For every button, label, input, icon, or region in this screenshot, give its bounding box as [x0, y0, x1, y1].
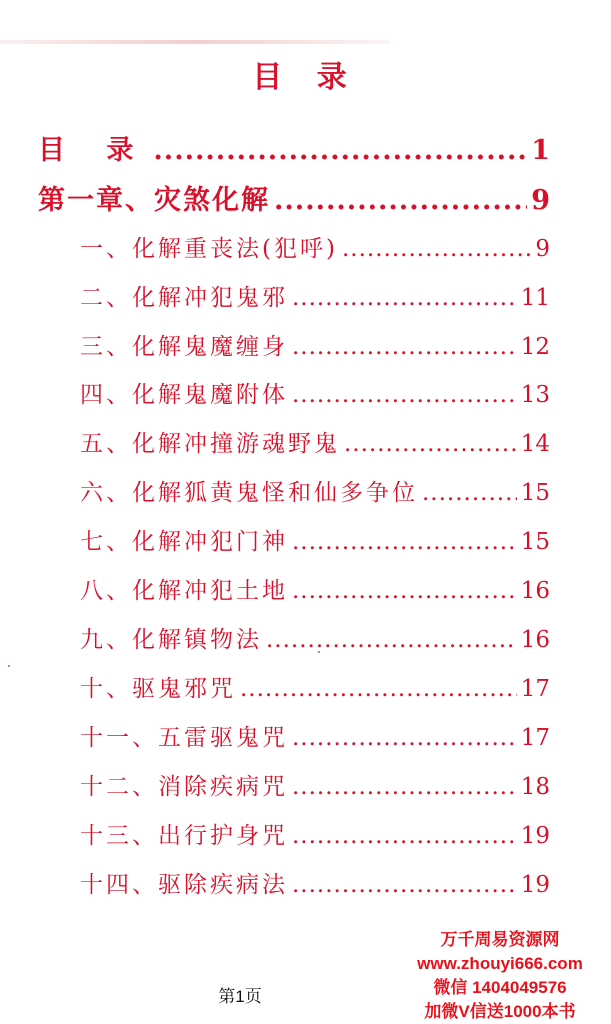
- toc-entry-label: 四、化解鬼魔附体: [80, 382, 288, 408]
- page-number-footer: 第1页: [218, 987, 262, 1006]
- toc-entry-label: 十、驱鬼邪咒: [80, 676, 236, 702]
- toc-entry-page: 19: [520, 823, 550, 849]
- toc-entry[interactable]: [80, 474, 550, 507]
- top-rule: [0, 40, 390, 44]
- toc-entry-page: 17: [520, 676, 550, 702]
- toc-entry-page: 17: [520, 725, 550, 751]
- watermark-url: www.zhouyi666.com: [417, 954, 583, 973]
- toc-entry-chapter-1[interactable]: [38, 178, 550, 217]
- toc-entry-label: 五、化解冲撞游魂野鬼: [80, 431, 340, 457]
- dot-leader: [274, 185, 527, 216]
- page-title: 目 录: [252, 60, 359, 95]
- toc-entry-page: 16: [520, 627, 550, 653]
- toc-entry-page: 15: [520, 529, 550, 555]
- toc-entry-label: 三、化解鬼魔缠身: [80, 334, 288, 360]
- toc-entry-page: 18: [520, 774, 550, 800]
- dot-leader: [292, 872, 517, 898]
- toc-entry-page: 12: [520, 334, 550, 360]
- toc-entry[interactable]: [80, 817, 550, 850]
- toc-entry-page: 15: [520, 480, 550, 506]
- toc-entry-label: 二、化解冲犯鬼邪: [80, 285, 288, 311]
- toc-entry-label: 十一、五雷驱鬼咒: [80, 725, 288, 751]
- toc-entry-label: 九、化解镇物法: [80, 627, 262, 653]
- toc-entry-page: 9: [531, 185, 550, 216]
- scan-speck: [318, 651, 320, 653]
- toc-entry-label: 七、化解冲犯门神: [80, 529, 288, 555]
- toc-entry[interactable]: [80, 621, 550, 654]
- toc-entry-label: 六、化解狐黄鬼怪和仙多争位: [80, 480, 418, 506]
- toc-entry-page: 1: [531, 135, 550, 166]
- toc-entry[interactable]: [80, 670, 550, 703]
- dot-leader: [292, 529, 517, 555]
- toc-entry[interactable]: [80, 279, 550, 312]
- dot-leader: [292, 285, 517, 311]
- toc-entry-label: 一、化解重丧法(犯呼): [80, 236, 338, 262]
- toc-entry-label: 八、化解冲犯土地: [80, 578, 288, 604]
- watermark-wechat: 微信 1404049576: [433, 978, 567, 997]
- toc-entry-page: 9: [535, 236, 550, 262]
- toc-entry[interactable]: [80, 866, 550, 899]
- watermark: [395, 928, 605, 1024]
- toc-entry-page: 14: [520, 431, 550, 457]
- toc-entry-page: 19: [520, 872, 550, 898]
- toc-entry-page: 11: [520, 285, 550, 311]
- toc-entry[interactable]: [80, 719, 550, 752]
- dot-leader: [292, 725, 517, 751]
- dot-leader: [292, 382, 517, 408]
- toc-entry-label: 十三、出行护身咒: [80, 823, 288, 849]
- dot-leader: [292, 334, 517, 360]
- scan-speck: [8, 665, 10, 667]
- watermark-site-name: 万千周易资源网: [440, 930, 560, 949]
- dot-leader: [292, 774, 517, 800]
- toc-entry-contents[interactable]: [38, 128, 550, 167]
- dot-leader: [344, 431, 517, 457]
- toc-entry[interactable]: [80, 328, 550, 361]
- dot-leader: [292, 578, 517, 604]
- toc-entry[interactable]: [80, 230, 550, 263]
- toc-entry-label: 第一章、灾煞化解: [38, 185, 270, 216]
- dot-leader: [342, 236, 531, 262]
- toc-entry-page: 16: [520, 578, 550, 604]
- dot-leader: [153, 135, 527, 166]
- dot-leader: [266, 627, 517, 653]
- toc-entry[interactable]: [80, 425, 550, 458]
- toc-entry-label: 目 录: [38, 135, 150, 166]
- toc-entry[interactable]: [80, 768, 550, 801]
- watermark-promo: 加微V信送1000本书: [424, 1002, 576, 1021]
- toc-entry-label: 十四、驱除疾病法: [80, 872, 288, 898]
- dot-leader: [240, 676, 517, 702]
- dot-leader: [292, 823, 517, 849]
- toc-entry-label: 十二、消除疾病咒: [80, 774, 288, 800]
- toc-entry[interactable]: [80, 572, 550, 605]
- toc-entry[interactable]: [80, 376, 550, 409]
- dot-leader: [422, 480, 517, 506]
- toc-entry-page: 13: [520, 382, 550, 408]
- toc-entry[interactable]: [80, 523, 550, 556]
